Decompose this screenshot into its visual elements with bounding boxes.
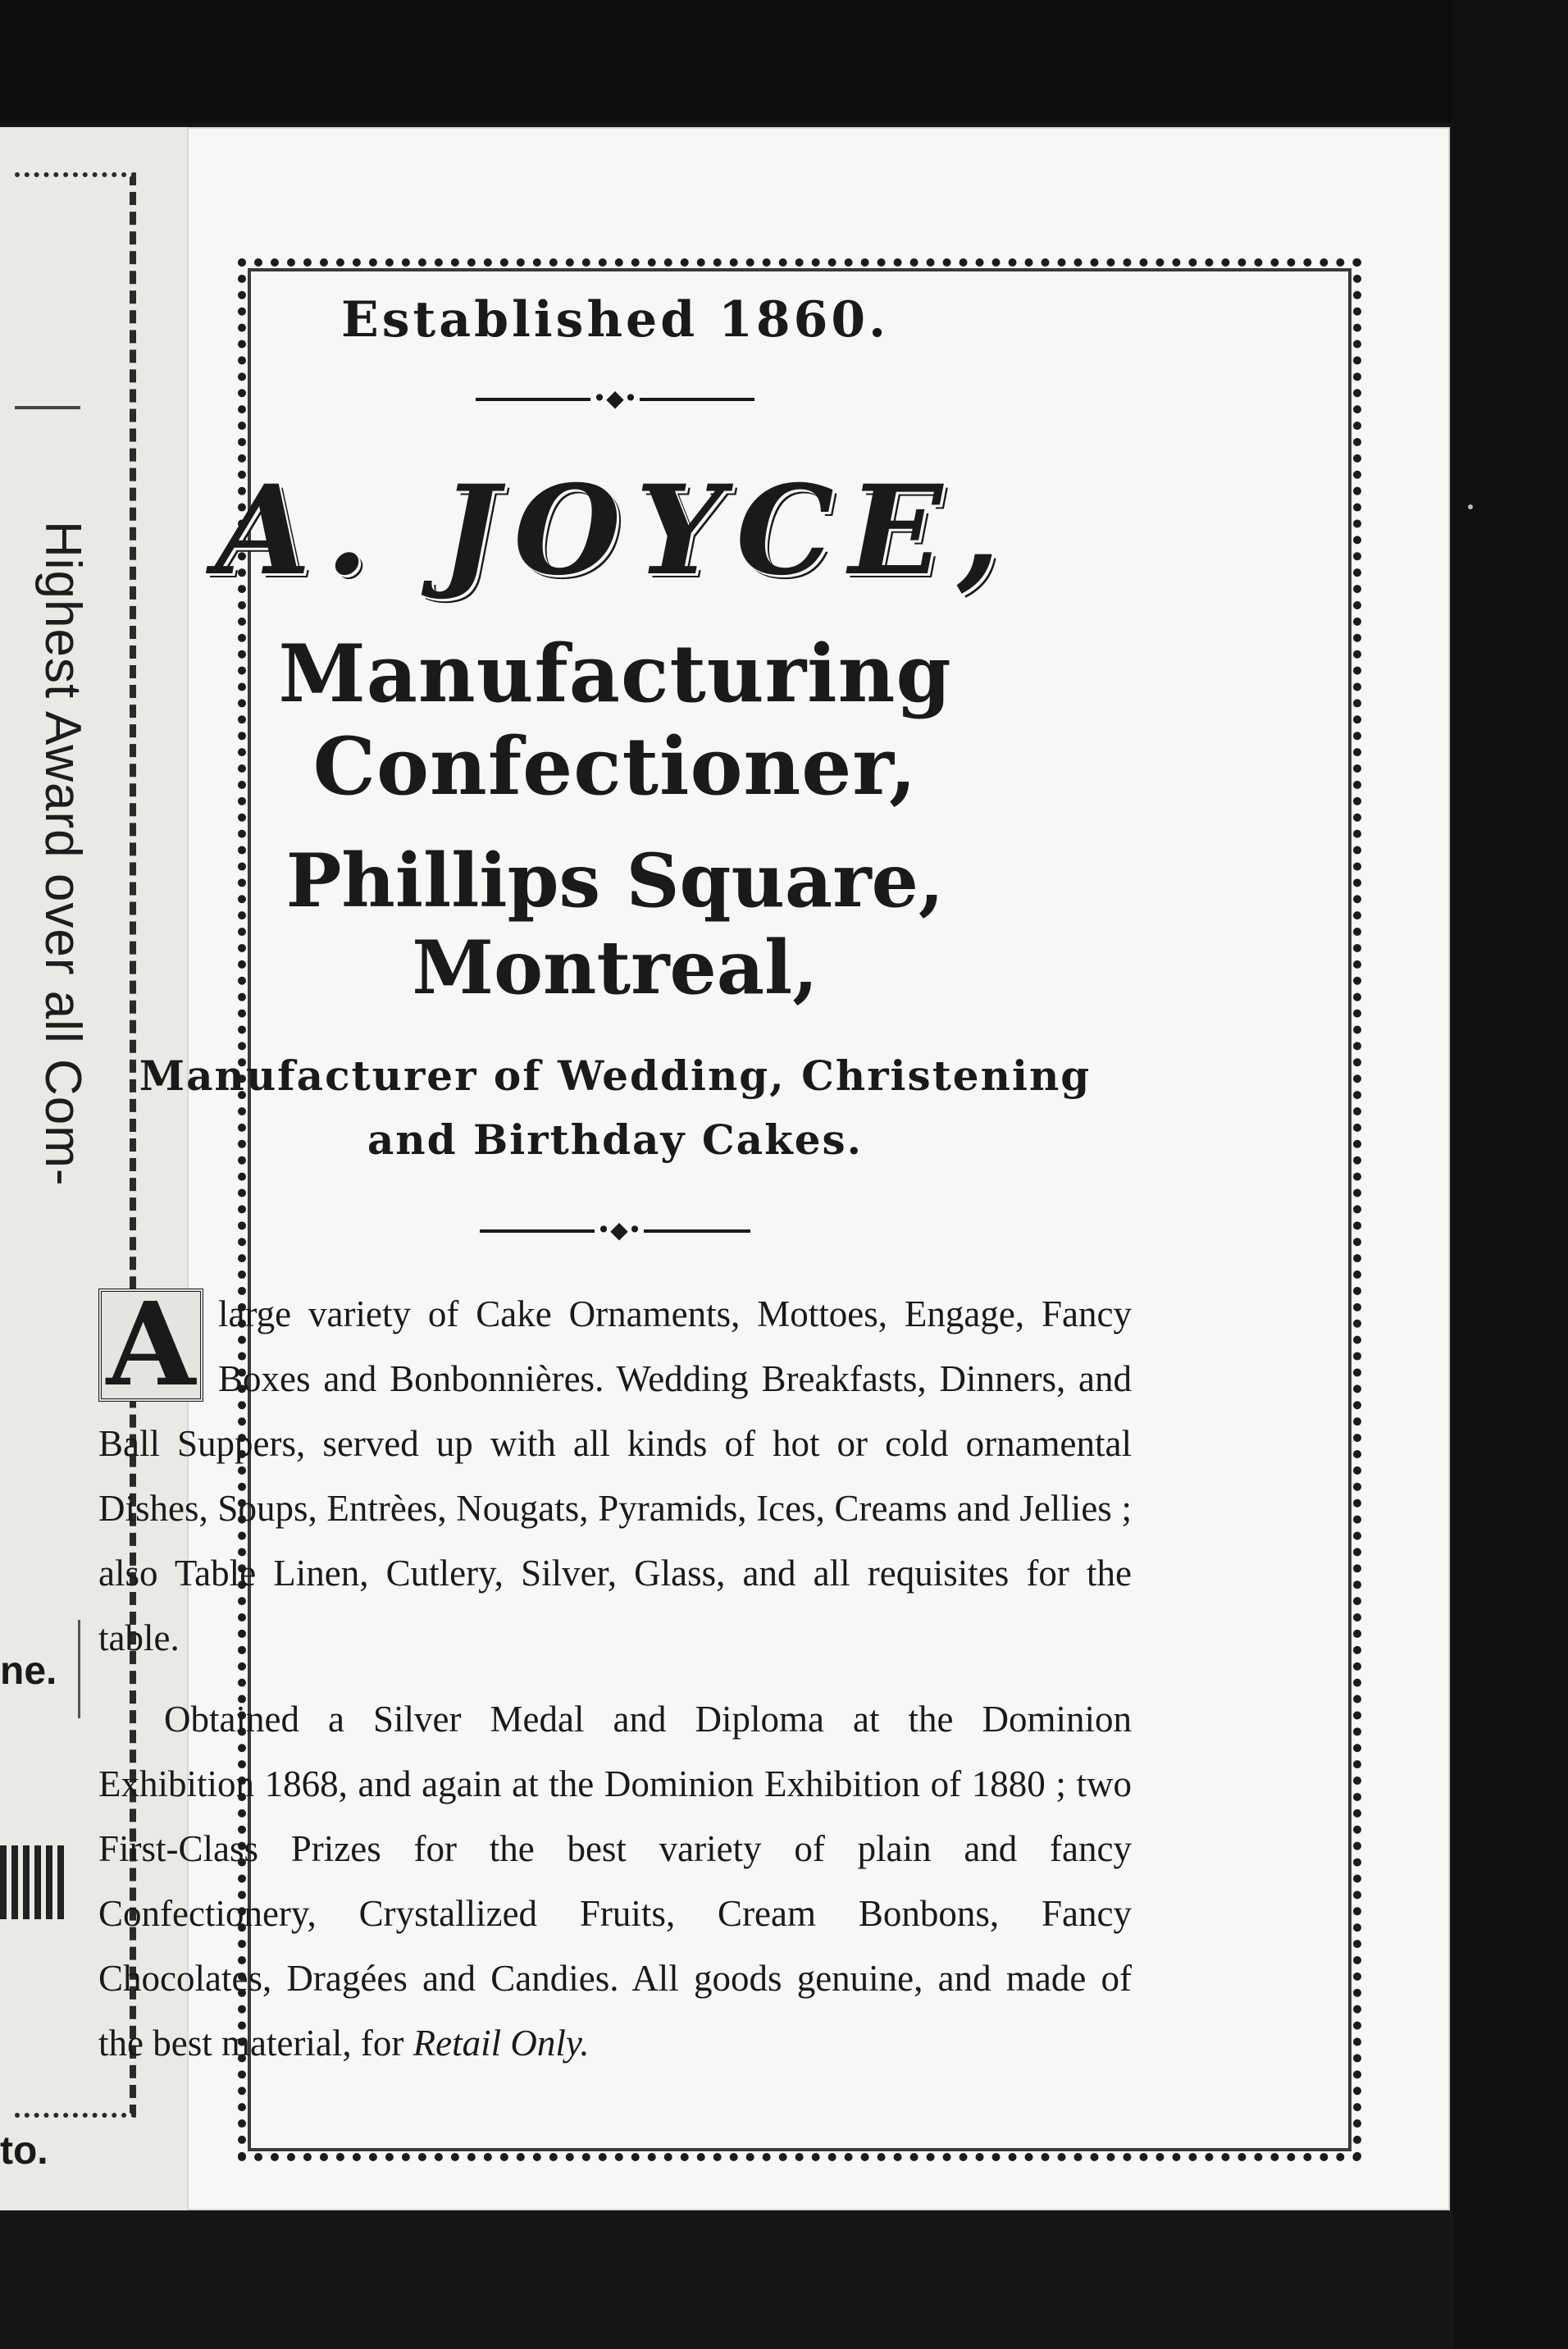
address-line: Phillips Square, Montreal, <box>285 837 945 1011</box>
left-page-fragment: ne. <box>0 1649 57 1693</box>
advertisement-body <box>90 1278 1140 2076</box>
trade-title: Manufacturing Confectioner, <box>278 627 952 813</box>
left-page-ornament <box>0 1845 66 1919</box>
paragraph-1 <box>98 1278 1132 1671</box>
divider-ornament <box>476 385 754 412</box>
left-page-vertical-rule <box>78 1620 80 1718</box>
paragraph-2-text: Obtained a Silver Medal and Diploma at the Dominion Exhibition 1868, and again at the Dominion Exhibition of 1880 ; two First-Class Prizes for the best variety of plain and fancy Confectionery, Crystallized Fruits, Cream Bonbons, Fancy Chocolates, Dragées and Candies. All goods genuine, and made of the best material, for <box>98 1699 1132 2064</box>
divider-glyph: •◆• <box>590 388 640 409</box>
left-page-fragment: to. <box>0 2129 48 2173</box>
established-line: Established 1860. <box>341 291 889 349</box>
film-edge-right <box>1453 0 1568 2349</box>
specialty-line-1: Manufacturer of Wedding, Christening <box>139 1051 1092 1100</box>
scan-speck <box>1468 504 1473 509</box>
paragraph-1-text: large variety of Cake Ornaments, Mottoes, Engage, Fancy Boxes and Bonbonnières. Wedding Breakfasts, Dinners, and Ball Suppers, served up with all kinds of hot or cold ornamental Dishes, Soups, Entrèes, Nougats, Pyramids, Ices, Creams and Jellies ; also Table Linen, Cutlery, Silver, Glass, and all requisites for the table. <box>98 1293 1132 1658</box>
specialty-text <box>90 1044 1140 1172</box>
left-page-rule <box>15 406 80 409</box>
paragraph-2 <box>98 1687 1132 2076</box>
film-edge-top <box>0 0 1568 123</box>
left-page-rotated-text: Highest Award over all Com- <box>34 521 91 1187</box>
advertisement-content <box>90 152 1140 2076</box>
retail-only-text: Retail Only. <box>413 2023 590 2064</box>
drop-cap: A <box>98 1289 203 1402</box>
specialty-line-2: and Birthday Cakes. <box>367 1115 864 1164</box>
divider-glyph: •◆• <box>595 1220 644 1241</box>
proprietor-name: A. JOYCE, <box>215 458 1015 603</box>
divider-ornament <box>480 1216 750 1243</box>
